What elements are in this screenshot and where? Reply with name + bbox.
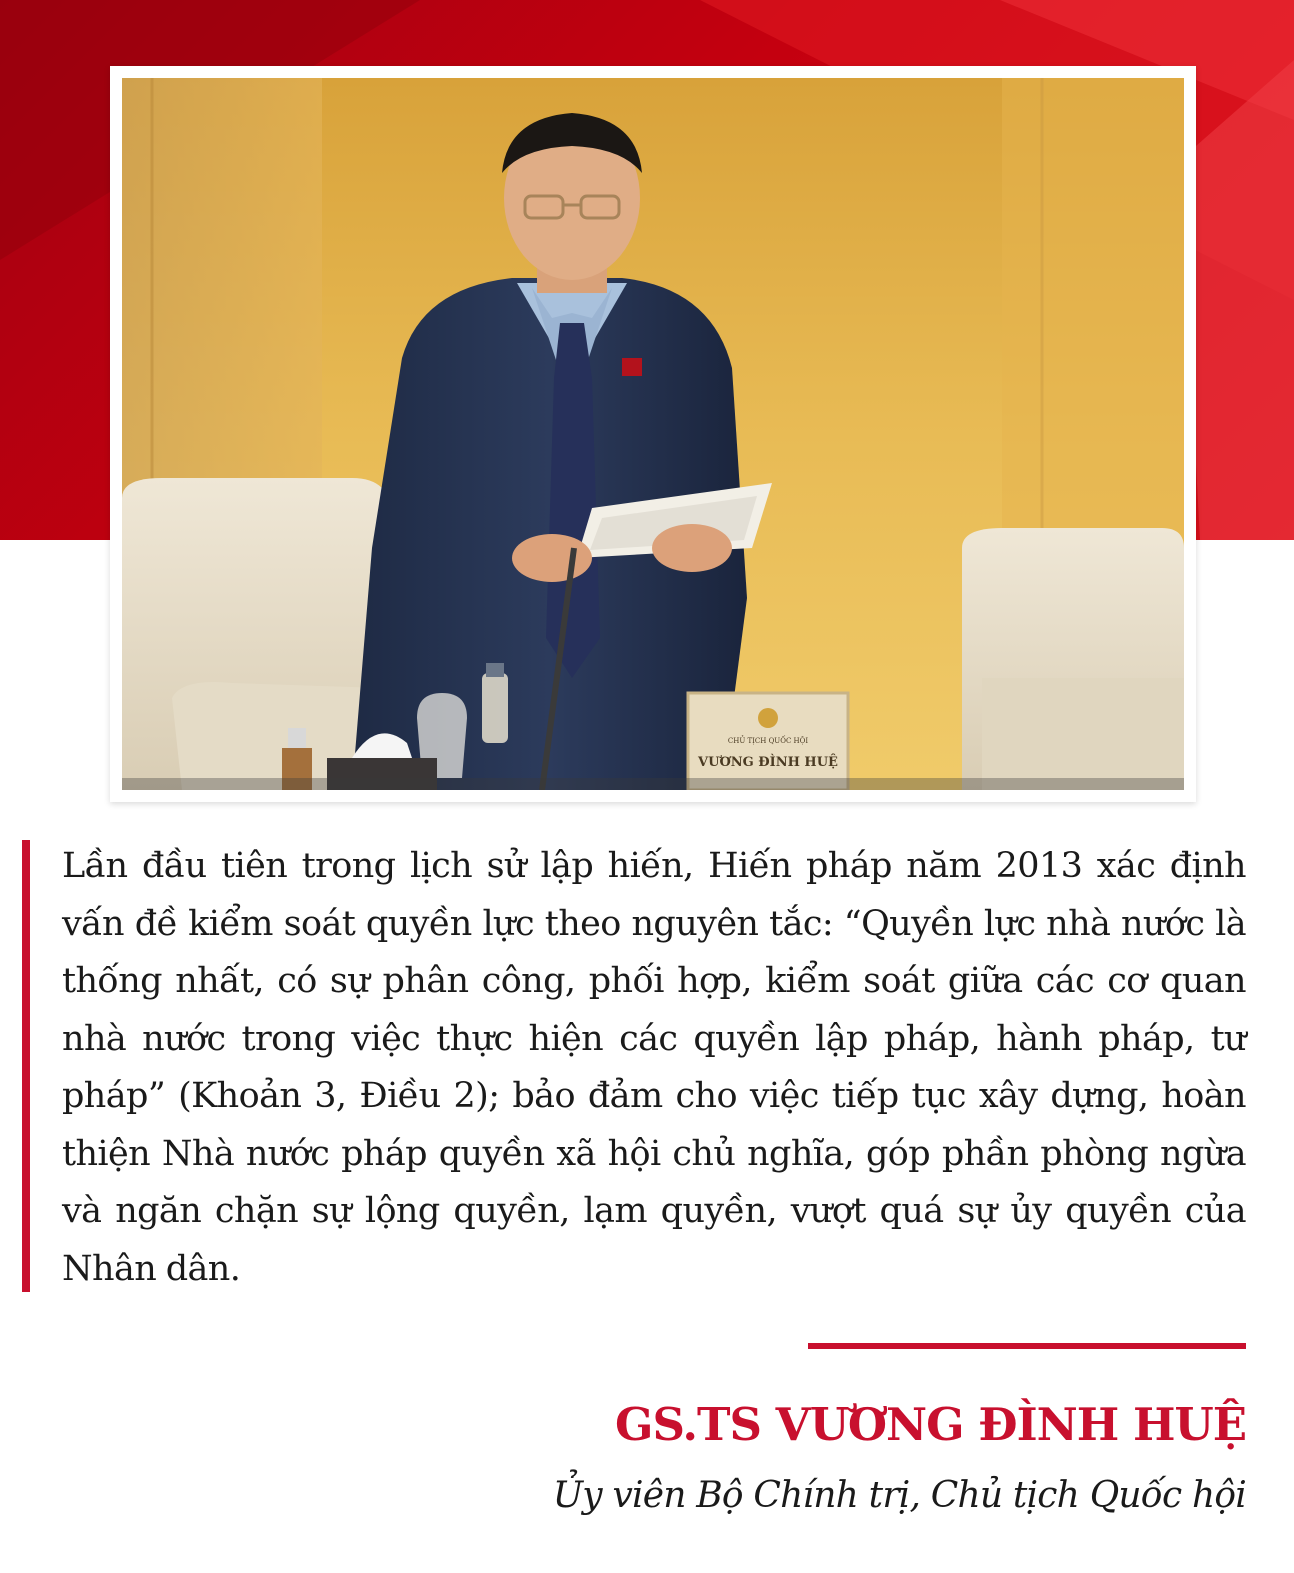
quote-text: Lần đầu tiên trong lịch sử lập hiến, Hiến pháp năm 2013 xác định vấn đề kiểm soát quyền lực theo nguyên tắc: “Quyền lực nhà nước là thống nhất, có sự phân công, phối hợp, kiểm soát giữa các cơ quan nhà nước trong việc thực hiện các quyền lập pháp, hành pháp, tư pháp” (Khoản 3, Điều 2); bảo đảm cho việc tiếp tục xây dựng, hoàn thiện Nhà nước pháp quyền xã hội chủ nghĩa, góp phần phòng ngừa và ngăn chặn sự lộng quyền, lạm quyền, vượt quá sự ủy quyền của Nhân dân. (62, 846, 1246, 1289)
photo-frame (110, 66, 1196, 802)
nameplate-caption: CHỦ TỊCH QUỐC HỘI (727, 737, 809, 745)
author-name: GS.TS VƯƠNG ĐÌNH HUỆ (615, 1398, 1246, 1451)
nameplate-name: VƯƠNG ĐÌNH HUỆ (698, 755, 838, 770)
quote-accent-bar (22, 840, 30, 1292)
author-divider (808, 1343, 1246, 1349)
speaker-photo (122, 78, 1184, 790)
author-title: Ủy viên Bộ Chính trị, Chủ tịch Quốc hội (552, 1475, 1246, 1516)
